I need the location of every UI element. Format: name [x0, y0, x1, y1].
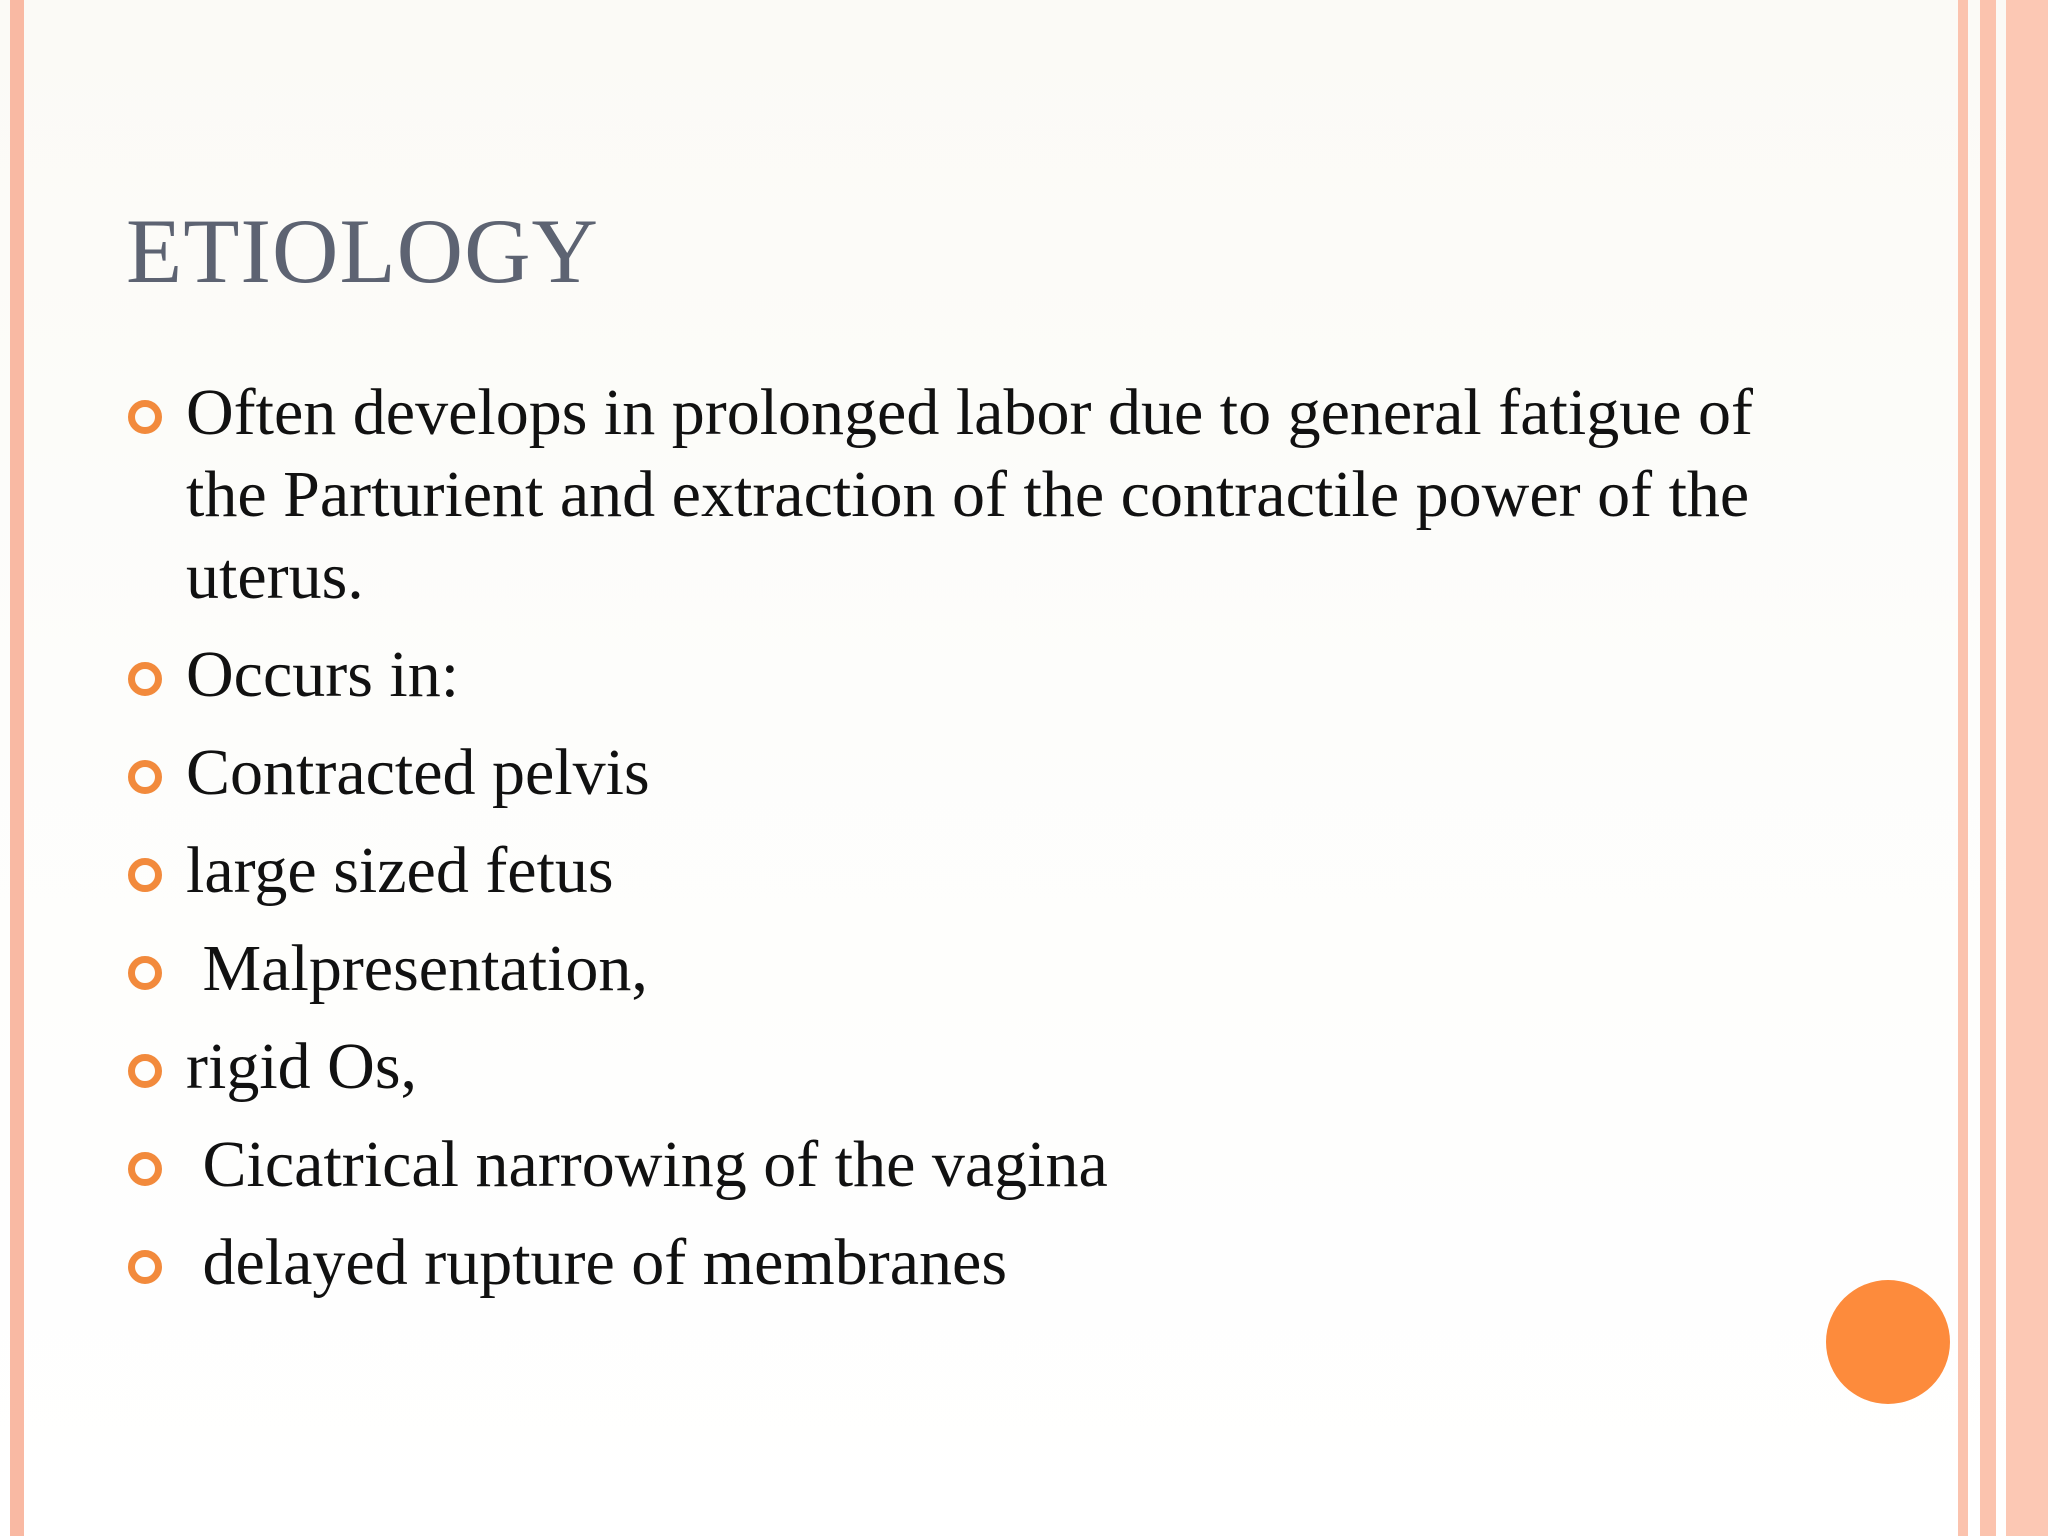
bullet-item: [124, 732, 1764, 814]
bullet-text: Contracted pelvis: [186, 736, 650, 809]
right-border-stripe: [2006, 0, 2048, 1536]
ring-bullet-icon: [128, 400, 162, 434]
bullet-item: [124, 372, 1770, 618]
ring-bullet-icon: [128, 662, 162, 696]
ring-bullet-icon: [128, 956, 162, 990]
bullet-item: [124, 928, 1764, 1010]
bullet-text: rigid Os,: [186, 1030, 417, 1103]
bullet-item: [124, 1026, 1764, 1108]
bullet-item: [124, 634, 1764, 716]
bullet-text: Occurs in:: [186, 638, 460, 711]
bullet-list: [124, 372, 1770, 1320]
ring-bullet-icon: [128, 1054, 162, 1088]
bullet-item: [124, 1222, 1764, 1304]
bullet-item: [124, 1124, 1764, 1206]
bullet-text: large sized fetus: [186, 834, 614, 907]
bullet-item: [124, 830, 1764, 912]
ring-bullet-icon: [128, 760, 162, 794]
right-border-stripe: [1958, 0, 1968, 1536]
bullet-text: Often develops in prolonged labor due to general fatigue of the Parturient and extraction of the contractile power of the uterus.: [186, 376, 1770, 613]
right-border-stripe: [1980, 0, 1996, 1536]
bullet-text: Malpresentation,: [186, 932, 648, 1005]
ring-bullet-icon: [128, 1250, 162, 1284]
slide-title: ETIOLOGY: [126, 200, 599, 302]
ring-bullet-icon: [128, 1152, 162, 1186]
bullet-text: delayed rupture of membranes: [186, 1226, 1008, 1299]
bullet-text: Cicatrical narrowing of the vagina: [186, 1128, 1108, 1201]
left-border-bar: [10, 0, 24, 1536]
orange-accent-circle: [1826, 1280, 1950, 1404]
ring-bullet-icon: [128, 858, 162, 892]
